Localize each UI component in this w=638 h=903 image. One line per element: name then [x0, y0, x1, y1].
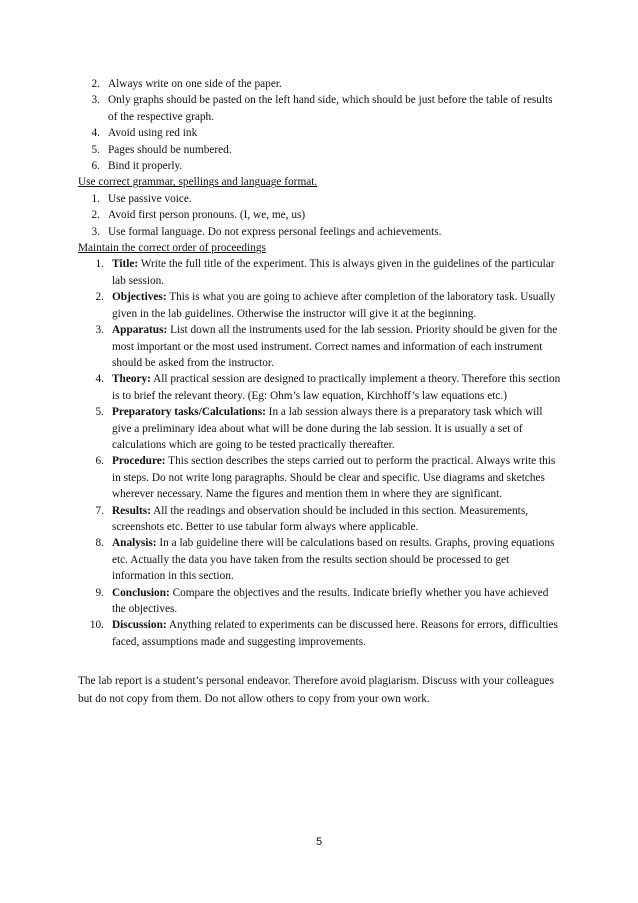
list-item: 2. Objectives: This is what you are going to achieve after completion of the laboratory task. Usually given in the lab guidelines. Otherwise the instructor will give it at the beginning.: [95, 291, 556, 320]
list-item: 2. Always write on one side of the paper.: [91, 78, 282, 90]
presentation-list: [78, 76, 563, 174]
list-item: 7. Results: All the readings and observation should be included in this section. Measurements, screenshots etc. Better to use tabular form always where applicable.: [95, 504, 529, 533]
grammar-list: [78, 191, 563, 240]
order-heading: Maintain the correct order of proceedings: [78, 242, 266, 255]
list-item: 4. Avoid using red ink: [91, 127, 198, 140]
list-item: 6. Bind it properly.: [91, 160, 183, 173]
list-item: 5. Pages should be numbered.: [91, 143, 232, 156]
list-item: 9. Conclusion: Compare the objectives and the results. Indicate briefly whether you have achieved the objectives.: [95, 586, 549, 615]
list-item: 4. Theory: All practical session are designed to practically implement a theory. Therefore this section is to brief the relevant theory. (Eg: Ohm’s law equation, Kirchhoff’s law equations etc.): [95, 373, 561, 402]
proceedings-list: [78, 256, 563, 650]
list-item: 10. Discussion: Anything related to experiments can be discussed here. Reasons for errors, difficulties faced, assumptions made and suggesting improvements.: [89, 619, 558, 648]
list-item: 3. Apparatus: List down all the instruments used for the lab session. Priority should be given for the most important or the most used instrument. Correct names and information of each instrument should be asked from the instructor.: [95, 324, 558, 369]
list-item: 1. Use passive voice.: [91, 192, 192, 205]
list-item: 5. Preparatory tasks/Calculations: In a lab session always there is a preparatory task which will give a preliminary idea about what will be done during the lab session. It is usually a set of calculations which are going to be tested practically thereafter.: [95, 406, 543, 451]
page-content: [78, 76, 563, 708]
grammar-heading: Use correct grammar, spellings and language format.: [78, 176, 318, 189]
closing-paragraph: The lab report is a student’s personal endeavor. Therefore avoid plagiarism. Discuss with your colleagues but do not copy from them. Do not allow others to copy from your own work.: [78, 675, 555, 706]
list-item: 1. Title: Write the full title of the experiment. This is always given in the guidelines of the particular lab session.: [95, 258, 555, 287]
list-item: 3. Only graphs should be pasted on the left hand side, which should be just before the table of results of the respective graph.: [91, 94, 553, 123]
list-item: 3. Use formal language. Do not express personal feelings and achievements.: [91, 225, 442, 238]
page-number: 5: [315, 836, 323, 848]
list-item: 2. Avoid first person pronouns. (I, we, me, us): [91, 209, 306, 222]
list-item: 8. Analysis: In a lab guideline there will be calculations based on results. Graphs, proving equations etc. Actually the data you have taken from the results section should be processed to get information in this section.: [95, 537, 555, 583]
list-item: 6. Procedure: This section describes the steps carried out to perform the practical. Always write this in steps. Do not write long paragraphs. Should be clear and specific. Use diagrams and sketches wherever necessary. Name the figures and mention them in where they are significant.: [95, 455, 556, 501]
